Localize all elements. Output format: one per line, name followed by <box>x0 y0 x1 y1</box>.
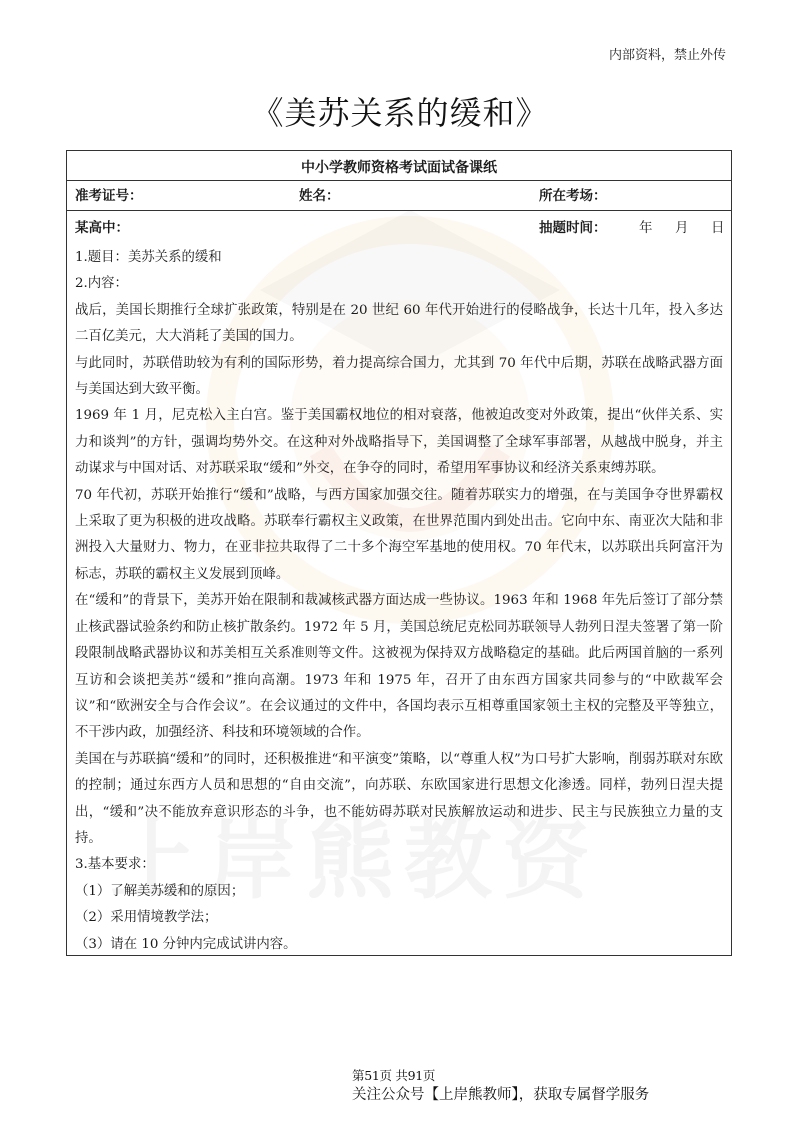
content-paragraph: 与此同时，苏联借助较为有利的国际形势，着力提高综合国力，尤其到 70 年代中后期，苏联在战略武器方面与美国达到大致平衡。 <box>75 355 723 398</box>
exam-id-label: 准考证号： <box>75 188 143 204</box>
content-paragraph: 在“缓和”的背景下，美苏开始在限制和裁减核武器方面达成一些协议。1963 年和 1968 年先后签订了部分禁止核武器试验条约和防止核扩散条约。1972 年 5 月，美国总统尼克松同苏联领导人勃列日涅夫签署了第一阶段限制战略武器协议和苏美相互关系准则等文件。这被视为保持双方战略稳定的基础。此后两国首脑的一系列互访和会谈把美苏“缓和”推向高潮。1973 年和 1975 年，召开了由东西方国家共同参与的“中欧裁军会议”和“欧洲安全与合作会议”。在会议通过的文件中，各国均表示互相尊重国家领土主权的完整及平等独立，不干涉内政，加强经济、科技和环境领域的合作。 <box>75 593 723 741</box>
content-paragraph: 1969 年 1 月，尼克松入主白宫。鉴于美国霸权地位的相对衰落，他被迫改变对外政策，提出“伙伴关系、实力和谈判”的方针，强调均势外交。在这种对外战略指导下，美国调整了全球军事部署，从越战中脱身，并主动谋求与中国对话、对苏联采取“缓和”外交，在争夺的同时，希望用军事协议和经济关系束缚苏联。 <box>75 408 723 477</box>
name-label: 姓名： <box>299 188 340 204</box>
month-label: 月 <box>675 220 689 236</box>
content-paragraph: 战后，美国长期推行全球扩张政策，特别是在 20 世纪 60 年代开始进行的侵略战争，长达十几年，投入多达二百亿美元，大大消耗了美国的国力。 <box>75 302 723 345</box>
day-label: 日 <box>711 220 725 236</box>
year-label: 年 <box>639 220 653 236</box>
promo-footer: 关注公众号【上岸熊教师】，获取专属督学服务 <box>352 1087 650 1103</box>
requirement-item: （2）采用情境教学法； <box>75 910 218 926</box>
sheet-heading: 中小学教师资格考试面试备课纸 <box>67 151 731 181</box>
lesson-content <box>67 245 731 958</box>
content-label: 2.内容： <box>75 276 128 292</box>
school-label: 某高中： <box>75 220 129 236</box>
school-time-row <box>67 211 731 245</box>
topic-line: 1.题目：美苏关系的缓和 <box>75 250 222 265</box>
requirement-item: （3）请在 10 分钟内完成试讲内容。 <box>75 936 297 952</box>
page-number: 第51页 共91页 <box>352 1068 436 1083</box>
requirements-label: 3.基本要求： <box>75 857 155 873</box>
confidential-notice: 内部资料，禁止外传 <box>608 48 726 63</box>
draw-time-label: 抽题时间： <box>539 220 607 236</box>
page-title: 《美苏关系的缓和》 <box>251 94 549 132</box>
requirement-item: （1）了解美苏缓和的原因； <box>75 883 245 899</box>
candidate-info-row <box>67 181 731 211</box>
content-paragraph: 美国在与苏联搞“缓和”的同时，还积极推进“和平演变”策略，以“尊重人权”为口号扩大影响，削弱苏联对东欧的控制；通过东西方人员和思想的“自由交流”，向苏联、东欧国家进行思想文化渗透。同样，勃列日涅夫提出，“缓和”决不能放弃意识形态的斗争，也不能妨碍苏联对民族解放运动和进步、民主与民族独立力量的支持。 <box>75 751 723 846</box>
content-paragraph: 70 年代初，苏联开始推行“缓和”战略，与西方国家加强交往。随着苏联实力的增强，在与美国争夺世界霸权上采取了更为积极的进攻战略。苏联奉行霸权主义政策，在世界范围内到处出击。它向中东、南亚次大陆和非洲投入大量财力、物力，在亚非拉共取得了二十多个海空军基地的使用权。70 年代末，以苏联出兵阿富汗为标志，苏联的霸权主义发展到顶峰。 <box>75 487 723 582</box>
venue-label: 所在考场： <box>539 188 607 204</box>
lesson-prep-sheet <box>66 150 732 956</box>
